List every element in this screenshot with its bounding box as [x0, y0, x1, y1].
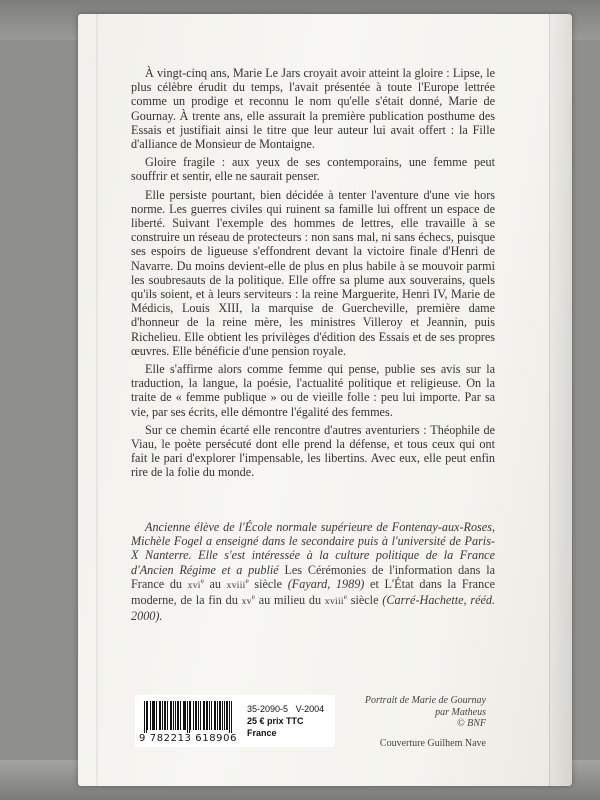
barcode-bar [173, 701, 174, 730]
barcode-bar [215, 701, 216, 730]
bio-book1-century1-sup: e [200, 576, 204, 585]
barcode-bar [224, 701, 225, 730]
bio-book2-publisher: (Carré-Hachette, rééd. 2000). [131, 593, 496, 624]
barcode-bar [164, 701, 165, 730]
portrait-credit: Portrait de Marie de Gournay [364, 695, 486, 706]
barcode-bar [219, 701, 220, 730]
cover-credit: Couverture Guilhem Nave [379, 737, 486, 749]
barcode-bar [177, 701, 178, 730]
barcode-bar [204, 701, 205, 730]
barcode-bar [209, 701, 210, 730]
barcode-bar [187, 701, 188, 733]
barcode-bar [170, 701, 171, 730]
bio-book1-title: Les Cérémonies de l'information dans la France du [131, 562, 496, 591]
barcode-bar [147, 701, 148, 730]
barcode-digits: 9 782213 618906 [139, 733, 238, 744]
barcode-bar [183, 701, 184, 730]
barcode-bar [211, 701, 212, 730]
barcode-bar [152, 701, 153, 730]
book-edge [549, 14, 572, 786]
bio-book2-century2: xviii [324, 597, 344, 608]
barcode-bar [231, 701, 232, 733]
blurb-paragraph-4: Elle s'affirme alors comme femme qui pense, publie ses avis sur la traduction, la langue, la poésie, l'actualité politique et religieuse. On la traite de « femme publique » ou de vieille folle : peu lui importe. Par sa vie, par ses écrits, elle démontre l'égalité des femmes. [131, 362, 495, 419]
barcode-bar [180, 701, 181, 730]
blurb-text [131, 66, 495, 484]
bio-book2-century1-sup: e [251, 592, 255, 601]
bio-book1-century1: xvi [187, 580, 201, 591]
barcode-bar [203, 701, 204, 730]
product-code: 35-2090-5 [247, 704, 289, 714]
barcode-bar [165, 701, 166, 730]
barcode-bar [185, 701, 186, 730]
barcode-bar [156, 701, 157, 730]
barcode-bar [171, 701, 172, 730]
bio-book2-century1: xv [241, 597, 252, 608]
bio-book2-siecle: siècle [350, 593, 379, 608]
bio-book2-title: et L'État dans la France moderne, de la fin du [131, 576, 496, 608]
barcode-bar [150, 701, 151, 730]
barcode-bar [222, 701, 223, 730]
barcode-bar [167, 701, 168, 730]
barcode-bar [190, 701, 191, 730]
credits [346, 695, 486, 749]
barcode-bar [220, 701, 221, 730]
barcode-bar [159, 701, 160, 730]
version-code: V-2004 [295, 704, 325, 714]
barcode-bar [196, 701, 197, 730]
bio-book1-century2-sup: e [245, 576, 249, 585]
bio-book1-siecle: siècle [254, 576, 283, 591]
bio-book2-au-milieu: au milieu du [258, 593, 322, 608]
price-line: 25 € prix TTC France [247, 716, 304, 738]
bio-book1-au: au [209, 576, 221, 591]
barcode-bar [146, 701, 147, 733]
spine-crease [96, 14, 98, 786]
barcode-bar [207, 701, 208, 730]
copyright-credit: © BNF [457, 718, 486, 729]
barcode-bar [154, 701, 155, 730]
barcode-bar [175, 701, 176, 730]
blurb-paragraph-1: À vingt-cinq ans, Marie Le Jars croyait avoir atteint la gloire : Lipse, le plus célèbre érudit du temps, l'avait présentée à toute l'Europe lettrée comme un prodige et reconnu le nom qu'elle s'était donné, Marie de Gournay. À trente ans, elle assurait la première publication posthume des Essais et justifiait ainsi le titre que leur auteur lui avait offert : la Fille d'alliance de Monsieur de Montaigne. [131, 66, 495, 152]
barcode-bar [184, 701, 185, 730]
barcode-bar [189, 701, 190, 733]
barcode-bar [227, 701, 228, 730]
price-block [247, 703, 335, 739]
barcode-bar [206, 701, 207, 730]
blurb-paragraph-5: Sur ce chemin écarté elle rencontre d'autres aventuriers : Théophile de Viau, le poète persécuté dont elle prend la défense, et tous ceux qui ont fait le pari d'explorer l'impensable, les libertins. Avec eux, elle peut enfin rire de la folie du monde. [131, 422, 495, 480]
barcode-bar [153, 701, 154, 730]
barcode-bar [226, 701, 227, 730]
barcode-bar [217, 701, 218, 730]
blurb-paragraph-2: Gloire fragile : aux yeux de ses contemporains, une femme peut souffrir et sentir, elle ne saurait penser. [131, 155, 495, 184]
bio-book1-publisher: (Fayard, 1989) [287, 576, 365, 591]
isbn-code-line [247, 703, 335, 715]
barcode-bar [198, 701, 199, 730]
barcode-bar [229, 701, 230, 733]
barcode-bar [193, 701, 194, 730]
barcode-label [135, 695, 335, 747]
bio-intro: Ancienne élève de l'École normale supérieure de Fontenay-aux-Roses, Michèle Fogel a enseigné dans le secondaire puis à l'université de Paris-X Nanterre. Elle s'est intéressée à la culture politique de la France d'Ancien Régime et a publié [131, 520, 495, 577]
bio-book2-century2-sup: e [343, 592, 347, 601]
author-bio [131, 520, 495, 623]
blurb-paragraph-3: Elle persiste pourtant, bien décidée à tenter l'aventure d'une vie hors norme. Les guerres civiles qui ruinent sa famille lui offrent un espace de liberté. Suivant l'exemple des hommes de lettres, elle travaille à se construire un réseau de protecteurs : non sans mal, ni sans échecs, puisque ses espoirs de ligueuse s'effondrent devant la victoire finale d'Henri de Navarre. Du moins devient-elle de plus en plus habile à se mouvoir parmi les soubresauts de la politique. Elle offre sa plume aux souverains, quels qu'ils soient, et à leurs serviteurs : la reine Marguerite, Henri IV, Marie de Médicis, Louis XIII, la marquise de Guercheville, première dame d'honneur de la reine mère, les ministres Villeroy et Jeannin, puis Richelieu. Elle obtient les privilèges d'édition des Essais et de ses propres œuvres. Elle bénéficie d'une pension royale. [131, 187, 495, 358]
barcode-bar [178, 701, 179, 730]
barcode-bar [200, 701, 201, 730]
barcode-icon [144, 701, 232, 733]
barcode-bar [195, 701, 196, 730]
barcode-bar [162, 701, 163, 730]
bio-book1-century2: xviii [226, 580, 246, 591]
barcode-bar [160, 701, 161, 730]
artist-credit: par Matheus [435, 706, 486, 718]
barcode-bar [144, 701, 145, 733]
barcode-bar [214, 701, 215, 730]
